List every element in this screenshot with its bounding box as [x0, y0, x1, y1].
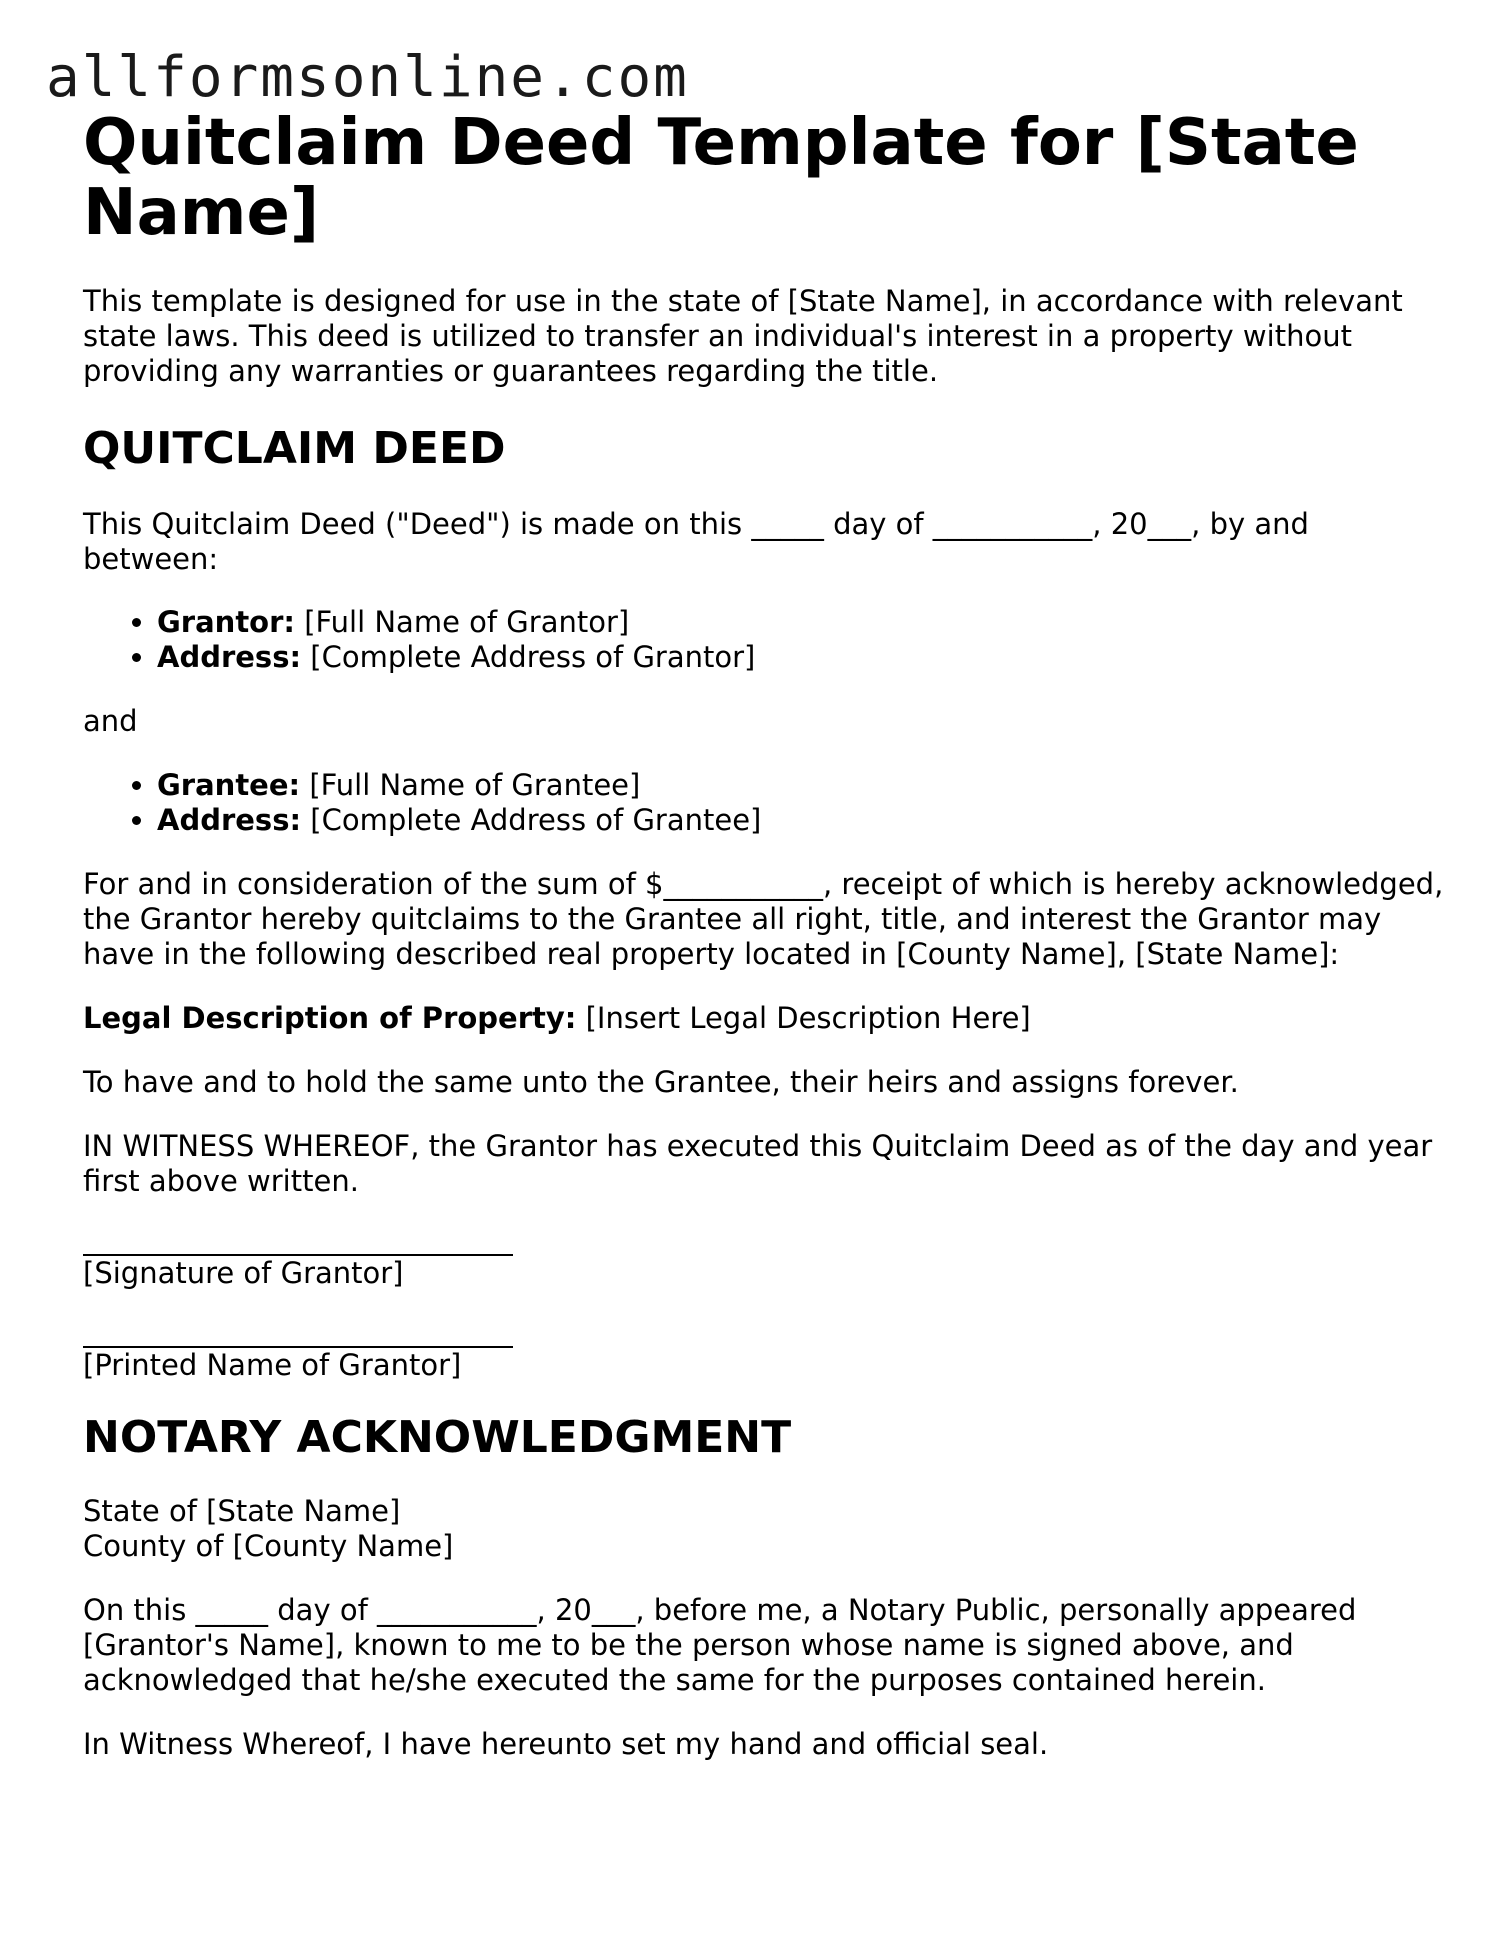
deed-heading: QUITCLAIM DEED — [83, 423, 506, 474]
consideration-paragraph: For and in consideration of the sum of $___________, receipt of which is hereby acknowledged, the Grantor hereby quitclaims to the Grantee all right, title, and interest the Grantor may have in the following described real property located in [County Name], [State Name]: — [83, 867, 1444, 971]
notary-statement: On this _____ day of ___________, 20___, before me, a Notary Public, personally appeared [Grantor's Name], known to me to be the person whose name is signed above, and acknowledged that he/she executed the same for the purposes contained herein. — [83, 1593, 1357, 1697]
grantee-address-label: Address: — [157, 803, 302, 837]
signature-line — [83, 1228, 513, 1256]
grantor-label: Grantor: — [157, 605, 296, 639]
notary-seal-line: In Witness Whereof, I have hereunto set my hand and official seal. — [83, 1727, 1049, 1761]
notary-heading: NOTARY ACKNOWLEDGMENT — [83, 1412, 792, 1463]
grantee-list — [83, 768, 1453, 838]
page-title: Quitclaim Deed Template for [State Name] — [83, 106, 1359, 250]
grantor-name-item — [157, 605, 1453, 640]
grantee-value: [Full Name of Grantee] — [300, 768, 641, 802]
document-body — [83, 108, 1453, 1762]
habendum-paragraph: To have and to hold the same unto the Grantee, their heirs and assigns forever. — [83, 1065, 1239, 1099]
grantor-signature-block — [83, 1228, 1453, 1291]
printed-name-label: [Printed Name of Grantor] — [83, 1348, 462, 1382]
notary-venue — [83, 1494, 1453, 1564]
grantor-printed-name-block — [83, 1320, 1453, 1383]
site-watermark: allformsonline.com — [46, 45, 689, 110]
legal-description — [83, 1001, 1453, 1036]
witness-paragraph: IN WITNESS WHEREOF, the Grantor has executed this Quitclaim Deed as of the day and year first above written. — [83, 1129, 1433, 1198]
legal-description-label: Legal Description of Property: — [83, 1001, 577, 1035]
grantee-label: Grantee: — [157, 768, 301, 802]
and-word: and — [83, 704, 138, 738]
intro-paragraph: This template is designed for use in the state of [State Name], in accordance with relevant state laws. This deed is utilized to transfer an individual's interest in a property without providing any warranties or guarantees regarding the title. — [83, 284, 1403, 388]
grantee-address-item — [157, 803, 1453, 838]
grantor-list — [83, 605, 1453, 675]
deed-opening: This Quitclaim Deed ("Deed") is made on this _____ day of ___________, 20___, by and between: — [83, 507, 1309, 576]
notary-county-line: County of [County Name] — [83, 1529, 454, 1563]
grantor-value: [Full Name of Grantor] — [295, 605, 630, 639]
notary-state-line: State of [State Name] — [83, 1494, 401, 1528]
grantor-address-item — [157, 640, 1453, 675]
grantee-name-item — [157, 768, 1453, 803]
printed-name-line — [83, 1320, 513, 1348]
grantor-address-value: [Complete Address of Grantor] — [301, 640, 756, 674]
signature-label: [Signature of Grantor] — [83, 1256, 404, 1290]
legal-description-value: [Insert Legal Description Here] — [576, 1001, 1031, 1035]
grantee-address-value: [Complete Address of Grantee] — [301, 803, 762, 837]
grantor-address-label: Address: — [157, 640, 302, 674]
